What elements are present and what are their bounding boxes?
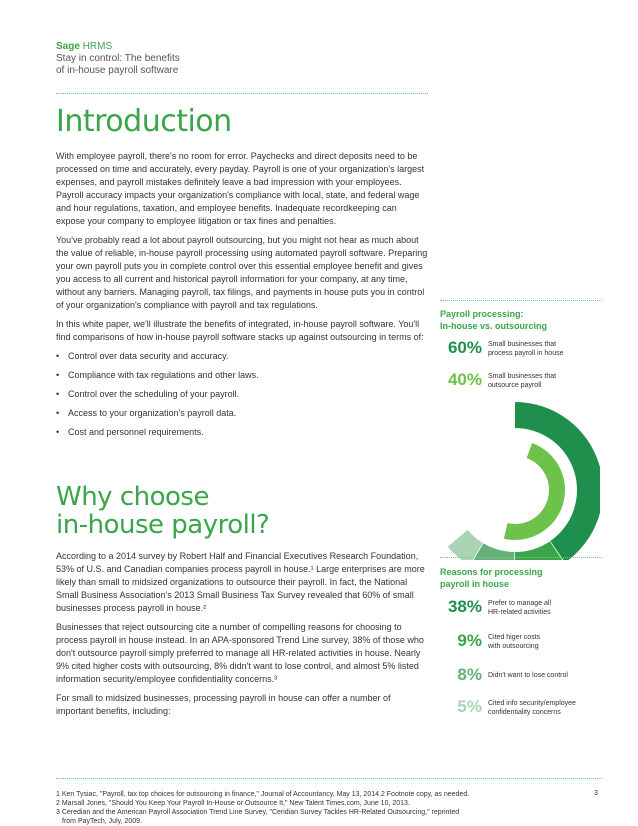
list-item: • Control over data security and accuracy. <box>56 350 428 363</box>
why-body <box>56 550 428 724</box>
footer-divider <box>56 778 602 779</box>
sidebar-heading-payroll-processing <box>440 308 547 332</box>
footnote: 2 Marsall Jones, "Should You Keep Your Payroll In-House or Outsource It," New Talent Times.com, June 10, 2013. <box>56 800 410 807</box>
stat-row <box>440 338 600 360</box>
stat-label: Cited info security/employee confidentiality concerns <box>488 700 576 716</box>
footnote: from PayTech, July, 2009. <box>62 818 143 825</box>
heading-line: Payroll processing: <box>440 309 524 319</box>
list-item: • Access to your organization's payroll data. <box>56 407 428 420</box>
brand-block <box>56 41 180 77</box>
stat-label: Small businesses that outsource payroll <box>488 373 557 389</box>
section-title-why <box>56 483 269 539</box>
footnote: 1 Ken Tysiac, "Payroll, tax top choices for outsourcing in finance," Journal of Accountancy, May 13, 2014.2 Footnote copy, as needed. <box>56 791 470 798</box>
footnote: 3 Ceredian and the American Payroll Association Trend Line Survey, "Ceridian Survey Tackles HR-Related Outsourcing," reprinted <box>56 809 460 816</box>
sidebar-divider <box>440 557 602 558</box>
stat-percent: 40% <box>447 370 482 389</box>
section-title-line: Why choose <box>56 482 209 512</box>
heading-line: payroll in house <box>440 579 510 589</box>
heading-line: In-house vs. outsourcing <box>440 321 548 331</box>
stat-row <box>440 597 600 619</box>
paragraph: You've probably read a lot about payroll outsourcing, but you might not hear as much about the value of reliable, in-house payroll processing using automated payroll software. Preparing your own payroll puts you in complete control over this essential employee benefit and gives you access to all current and historical payroll information for your company, at any time, without any barriers. Managing payroll, tax filings, and payments in house puts you in control of your organization's compliance with payroll and tax regulations. <box>56 235 428 310</box>
bullet-list <box>56 350 428 439</box>
list-item: • Control over the scheduling of your payroll. <box>56 388 428 401</box>
brand-logo <box>56 41 180 53</box>
donut-slice <box>504 443 565 540</box>
footnotes <box>56 790 576 826</box>
stat-percent: 60% <box>447 338 482 357</box>
subtitle-line2: of in-house payroll software <box>56 65 179 76</box>
stat-percent: 9% <box>457 631 482 650</box>
section-title-introduction: Introduction <box>56 104 232 139</box>
heading-line: Reasons for processing <box>440 567 543 577</box>
inner-ring <box>504 443 565 540</box>
paragraph: In this white paper, we'll illustrate the benefits of integrated, in-house payroll software. You'll find comparisons of how in-house payroll software stacks up against outsourcing in terms of: <box>56 319 424 342</box>
page-number: 3 <box>594 790 598 797</box>
stat-label: Prefer to manage all HR-related activities <box>488 600 552 616</box>
stat-row <box>440 665 600 687</box>
stat-row <box>440 370 600 392</box>
intro-body <box>56 150 428 445</box>
sidebar-divider <box>440 300 602 301</box>
paragraph: For small to midsized businesses, processing payroll in house can offer a number of important benefits, including: <box>56 693 391 716</box>
subtitle-line1: Stay in control: The benefits <box>56 53 180 64</box>
stat-percent: 8% <box>457 665 482 684</box>
brand-name: Sage <box>56 41 80 52</box>
list-item: • Compliance with tax regulations and other laws. <box>56 369 428 382</box>
stat-label: Cited higer costs with outsourcing <box>488 634 541 650</box>
paragraph: Businesses that reject outsourcing cite a number of compelling reasons for choosing to process payroll in house instead. In an APA-sponsored Trend Line survey, 38% of those who don't outsource payroll simply preferred to manage all HR-related activities in house. Nearly 9% cited higher costs with outsourcing, 8% didn't want to lose control, and almost 5% listed information security/employee confidentiality concerns.³ <box>56 622 424 684</box>
stat-percent: 38% <box>447 597 482 616</box>
stat-label: Didn't want to lose control <box>488 672 568 679</box>
sidebar-heading-reasons <box>440 566 543 590</box>
section-title-line: in-house payroll? <box>56 510 270 540</box>
donut-chart <box>420 400 600 560</box>
list-item: • Cost and personnel requirements. <box>56 426 428 439</box>
stat-row <box>440 631 600 653</box>
paragraph: According to a 2014 survey by Robert Half and Financial Executives Research Foundation, 53% of U.S. and Canadian companies process payroll in house.¹ Large enterprises are more likely than small to midsized organizations to outsource their payroll. In fact, the National Small Business Association's 2013 Small Business Tax Survey revealed that 60% of small businesses process payroll in house.² <box>56 551 425 613</box>
brand-product: HRMS <box>82 41 113 52</box>
divider <box>56 93 428 94</box>
stat-row <box>440 697 600 719</box>
stat-label: Small businesses that process payroll in house <box>488 341 564 357</box>
stat-percent: 5% <box>457 697 482 716</box>
paragraph: With employee payroll, there's no room for error. Paychecks and direct deposits need to be processed on time and accurately, every payday. Payroll is one of your organization's largest expenses, and payroll mistakes definitely leave a bad impression with your employees. Payroll accuracy impacts your organization's compliance with local, state, and federal wage and hour regulations, taxation, and employee benefits. Inadequate recordkeeping can expose your company to employee litigation or tax fines and penalties. <box>56 151 425 226</box>
